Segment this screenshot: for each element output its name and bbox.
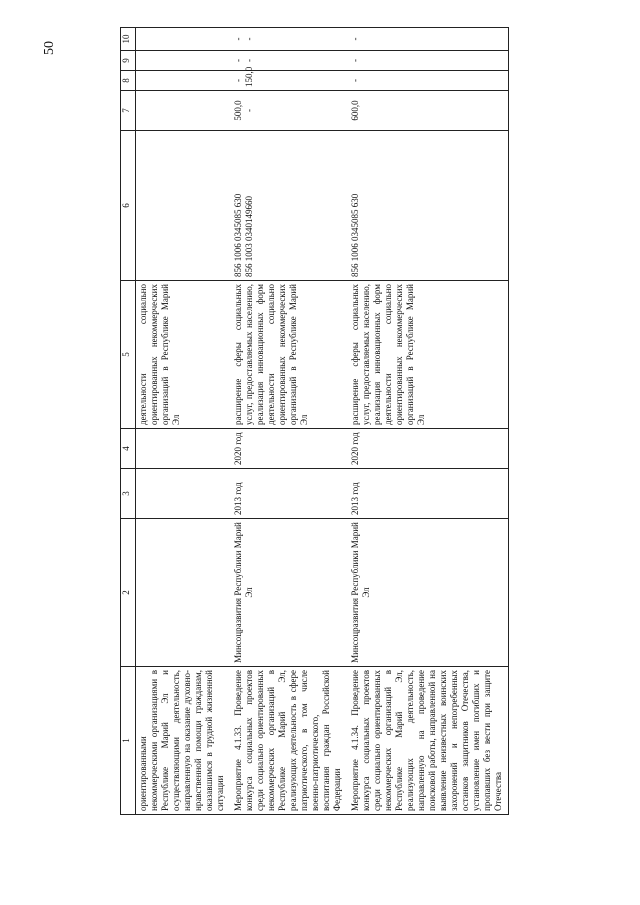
funding-value: - xyxy=(350,59,360,62)
funding-value: - xyxy=(233,59,243,62)
column-header: 2 xyxy=(121,519,136,667)
funding-cell xyxy=(347,51,509,71)
funding-value: 600,0 xyxy=(350,100,360,121)
column-header: 7 xyxy=(121,91,136,131)
executor-cell: Минсоцразвития Республики Марий Эл xyxy=(347,519,509,667)
column-header: 1 xyxy=(121,667,136,815)
page-number: 50 xyxy=(42,41,57,55)
budget-code: 856 1006 0345085 630 xyxy=(350,193,360,277)
funding-value: - xyxy=(244,109,254,112)
budget-code-cell xyxy=(136,131,231,281)
program-measures-table xyxy=(120,27,509,815)
budget-code-cell xyxy=(230,131,347,281)
funding-cell xyxy=(136,71,231,91)
column-header: 10 xyxy=(121,28,136,51)
measure-name-cell: ориентированными некоммерческими организациями в Республике Марий Эл и осуществляющими деятельность, направленную на оказание духовно-нравственной помощи гражданам, оказавшимся в трудной жизненной ситуации xyxy=(136,667,231,815)
measure-name-cell: Мероприятие 4.1.33. Проведение конкурса социальных проектов среди социально ориентированных некоммерческих организаций в Республике Марий Эл, реализующих деятельность в сфере патриотического, в том числе военно-патриотического, воспитания граждан Российской Федерации xyxy=(230,667,347,815)
column-header: 3 xyxy=(121,469,136,519)
budget-code: 856 1006 0345085 630 xyxy=(233,193,243,277)
column-number-row xyxy=(121,28,136,815)
table-row xyxy=(136,28,231,815)
funding-value: - xyxy=(244,37,254,41)
column-header: 8 xyxy=(121,71,136,91)
funding-cell xyxy=(347,28,509,51)
funding-cell xyxy=(136,28,231,51)
funding-value: - xyxy=(350,79,360,82)
column-header: 4 xyxy=(121,429,136,469)
column-header: 6 xyxy=(121,131,136,281)
funding-value: - xyxy=(233,79,243,82)
funding-value: - xyxy=(244,59,254,62)
expected-result-cell: расширение сферы социальных услуг, предоставляемых населению, реализация инновационных форм деятельности социально ориентированных некоммерческих организаций в Республике Марий Эл xyxy=(230,281,347,429)
budget-code: 856 1003 0340149660 xyxy=(244,196,254,277)
column-header: 9 xyxy=(121,51,136,71)
start-year-cell: 2013 год xyxy=(230,469,347,519)
funding-value: 500,0 xyxy=(233,100,243,121)
funding-value: - xyxy=(350,37,360,41)
table-row xyxy=(347,28,509,815)
column-header: 5 xyxy=(121,281,136,429)
table-row xyxy=(230,28,347,815)
start-year-cell: 2013 год xyxy=(347,469,509,519)
start-year-cell xyxy=(136,469,231,519)
funding-cell xyxy=(230,91,347,131)
funding-cell xyxy=(347,91,509,131)
budget-code-cell xyxy=(347,131,509,281)
end-year-cell: 2020 год xyxy=(347,429,509,469)
expected-result-cell: расширение сферы социальных услуг, предоставляемых населению, реализация инновационных форм деятельности социально ориентированных некоммерческих организаций в Республике Марий Эл xyxy=(347,281,509,429)
measure-name-cell: Мероприятие 4.1.34. Проведение конкурса социальных проектов среди социально ориентированных некоммерческих организаций в Республике Марий Эл, реализующих деятельность, направленную на проведение поисковой работы, направленной на выявление неизвестных воинских захоронений и непогребенных останков защитников Отечества, установление имен погибших и пропавших без вести при защите Отечества xyxy=(347,667,509,815)
executor-cell xyxy=(136,519,231,667)
funding-cell xyxy=(230,66,347,91)
executor-cell: Минсоцразвития Республики Марий Эл xyxy=(230,519,347,667)
funding-cell xyxy=(136,91,231,131)
funding-cell xyxy=(347,71,509,91)
funding-cell xyxy=(136,51,231,71)
funding-value: - xyxy=(233,37,243,41)
funding-value: 150,0 xyxy=(244,66,254,87)
end-year-cell xyxy=(136,429,231,469)
end-year-cell: 2020 год xyxy=(230,429,347,469)
funding-cell xyxy=(230,28,347,51)
expected-result-cell: деятельности социально ориентированных некоммерческих организаций в Республике Марий Эл xyxy=(136,281,231,429)
